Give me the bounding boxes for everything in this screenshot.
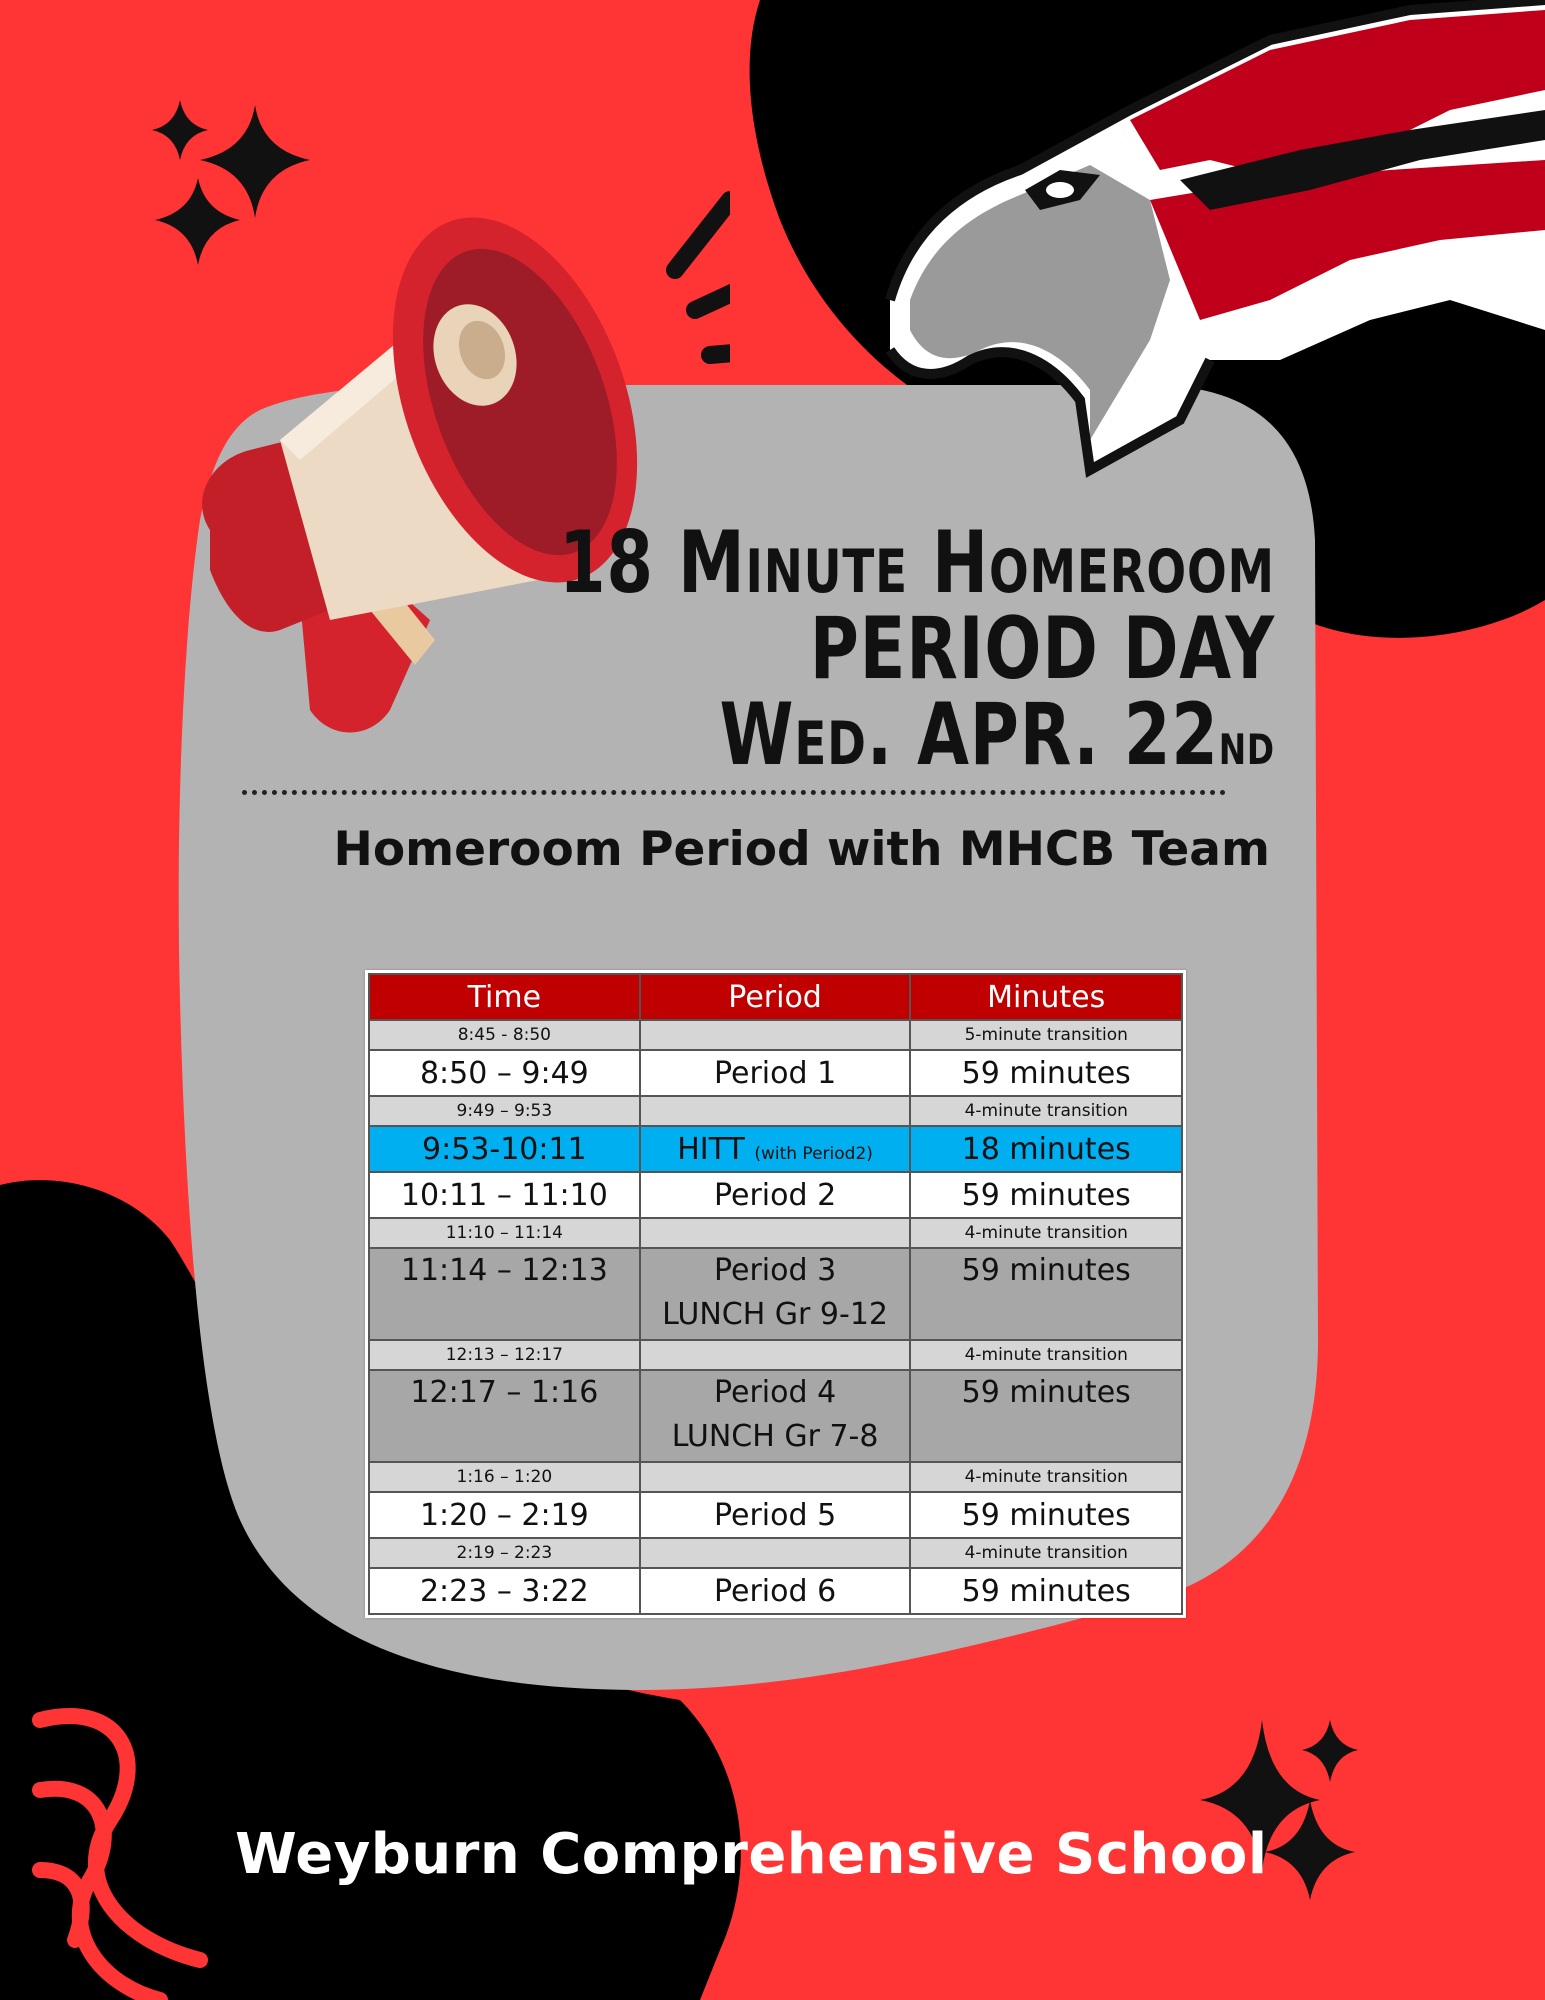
- cell-minutes: 59 minutes: [910, 1248, 1182, 1340]
- schedule-table: [365, 970, 1186, 1618]
- cell-period: [640, 1218, 911, 1248]
- eagle-mascot-icon: [850, 0, 1545, 480]
- period-label: Period 4: [713, 1375, 837, 1410]
- table-row: [369, 1492, 1182, 1538]
- period-label: Period 3: [713, 1253, 837, 1288]
- title-line-1: 18 Minute Homeroom: [559, 513, 1275, 613]
- cell-minutes: 4-minute transition: [910, 1462, 1182, 1492]
- table-row: [369, 1096, 1182, 1126]
- table-row-hitt: [369, 1126, 1182, 1172]
- cell-time: 8:50 – 9:49: [369, 1050, 640, 1096]
- title-line-2: PERIOD DAY: [809, 599, 1275, 699]
- cell-time: 9:49 – 9:53: [369, 1096, 640, 1126]
- cell-period: [640, 1020, 911, 1050]
- title-date-suffix: nd: [1218, 709, 1275, 779]
- table-row: [369, 1172, 1182, 1218]
- period-label: HITT: [677, 1131, 745, 1167]
- announcement-title: [559, 513, 1275, 785]
- cell-period: [640, 1096, 911, 1126]
- cell-period: [640, 1370, 911, 1462]
- cell-time: 1:20 – 2:19: [369, 1492, 640, 1538]
- table-row: [369, 1020, 1182, 1050]
- cell-minutes: 4-minute transition: [910, 1096, 1182, 1126]
- table-header-row: [369, 974, 1182, 1020]
- cell-time: 10:11 – 11:10: [369, 1172, 640, 1218]
- cell-minutes: 59 minutes: [910, 1568, 1182, 1614]
- header-time: Time: [369, 974, 640, 1020]
- cell-period: [640, 1340, 911, 1370]
- cell-time: 8:45 - 8:50: [369, 1020, 640, 1050]
- cell-time: 1:16 – 1:20: [369, 1462, 640, 1492]
- lunch-label: LUNCH Gr 9-12: [662, 1297, 889, 1332]
- cell-minutes: 5-minute transition: [910, 1020, 1182, 1050]
- header-period: Period: [640, 974, 911, 1020]
- cell-period: Period 6: [640, 1568, 911, 1614]
- table-row-lunch: [369, 1370, 1182, 1462]
- cell-time: 11:10 – 11:14: [369, 1218, 640, 1248]
- title-date: Wed. APR. 22: [719, 685, 1219, 785]
- table-row: [369, 1050, 1182, 1096]
- period-note: (with Period2): [754, 1143, 873, 1164]
- cell-period: [640, 1126, 911, 1172]
- dotted-divider: [242, 790, 1226, 795]
- table-row: [369, 1568, 1182, 1614]
- cell-time: 2:23 – 3:22: [369, 1568, 640, 1614]
- cell-period: Period 1: [640, 1050, 911, 1096]
- cell-minutes: 59 minutes: [910, 1050, 1182, 1096]
- table-row: [369, 1538, 1182, 1568]
- cell-period: Period 5: [640, 1492, 911, 1538]
- cell-minutes: 59 minutes: [910, 1172, 1182, 1218]
- cell-time: 12:17 – 1:16: [369, 1370, 640, 1462]
- table-row: [369, 1462, 1182, 1492]
- cell-time: 11:14 – 12:13: [369, 1248, 640, 1340]
- table-row: [369, 1218, 1182, 1248]
- cell-period: [640, 1248, 911, 1340]
- school-name: Weyburn Comprehensive School: [235, 1822, 1268, 1887]
- table-row-lunch: [369, 1248, 1182, 1340]
- header-minutes: Minutes: [910, 974, 1182, 1020]
- cell-period: Period 2: [640, 1172, 911, 1218]
- cell-period: [640, 1538, 911, 1568]
- cell-minutes: 4-minute transition: [910, 1218, 1182, 1248]
- cell-minutes: 4-minute transition: [910, 1340, 1182, 1370]
- cell-minutes: 59 minutes: [910, 1370, 1182, 1462]
- cell-time: 9:53-10:11: [369, 1126, 640, 1172]
- title-line-3: [559, 685, 1275, 785]
- cell-minutes: 4-minute transition: [910, 1538, 1182, 1568]
- cell-period: [640, 1462, 911, 1492]
- cell-minutes: 59 minutes: [910, 1492, 1182, 1538]
- cell-minutes: 18 minutes: [910, 1126, 1182, 1172]
- subtitle: Homeroom Period with MHCB Team: [333, 822, 1270, 877]
- lunch-label: LUNCH Gr 7-8: [671, 1419, 879, 1454]
- cell-time: 2:19 – 2:23: [369, 1538, 640, 1568]
- cell-time: 12:13 – 12:17: [369, 1340, 640, 1370]
- table-row: [369, 1340, 1182, 1370]
